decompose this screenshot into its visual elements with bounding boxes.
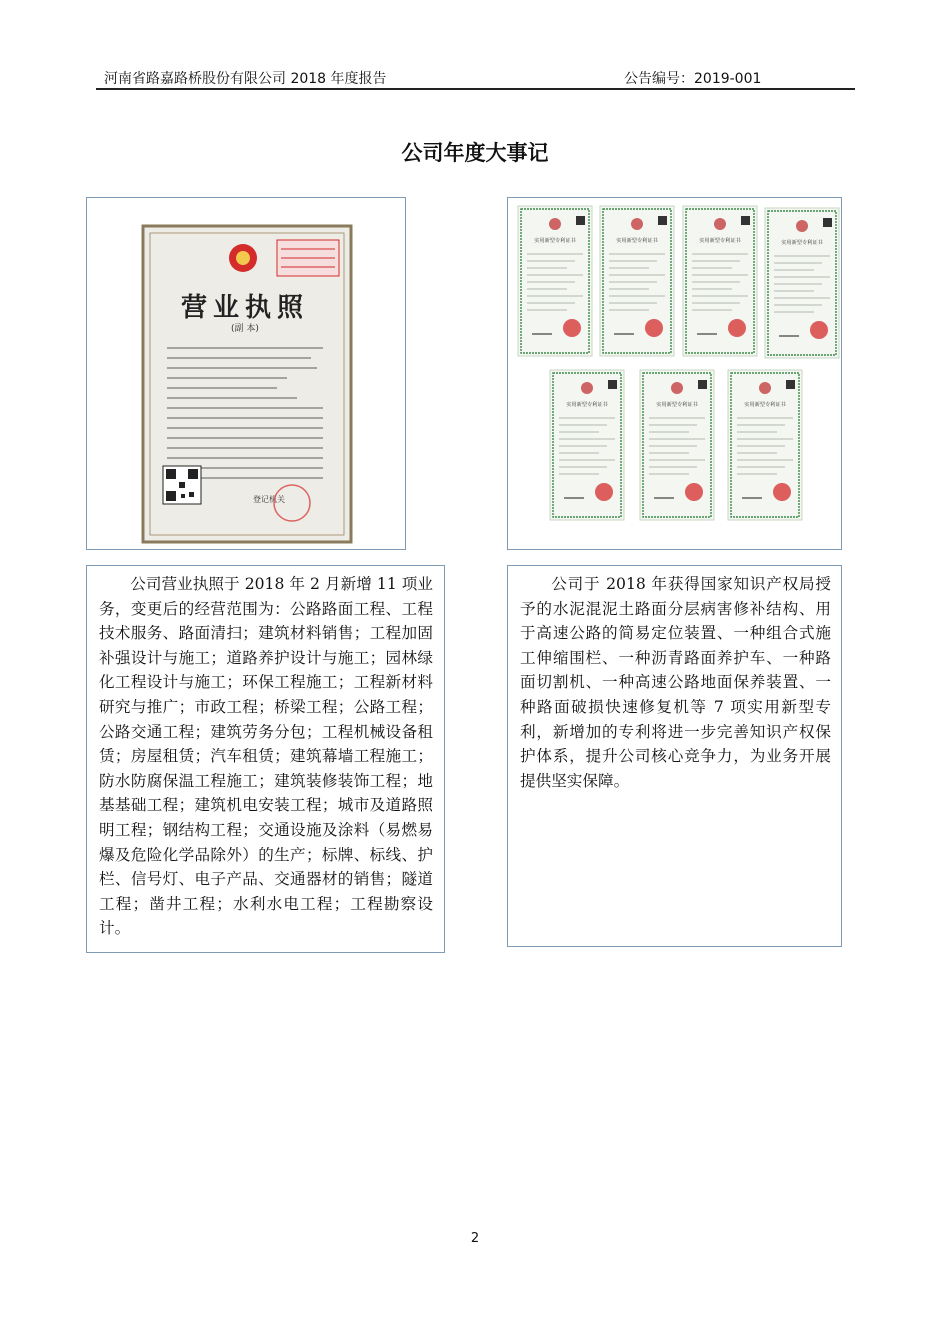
business-scope-paragraph: 公司营业执照于 2018 年 2 月新增 11 项业务，变更后的经营范围为：公路路面工程、工程技术服务、路面清扫；建筑材料销售；工程加固补强设计与施工；道路养护设计与施工；园林绿化工程设计与施工；环保工程施工；工程新材料研究与推广；市政工程；桥梁工程；公路工程；公路交通工程；建筑劳务分包；工程机械设备租赁；房屋租赁；汽车租赁；建筑幕墙工程施工；防水防腐保温工程施工；建筑装修装饰工程；地基基础工程；建筑机电安装工程；城市及道路照明工程；钢结构工程；交通设施及涂料（易燃易爆及危险化学品除外）的生产；标牌、标线、护栏、信号灯、电子产品、交通器材的销售；隧道工程；凿井工程；水利水电工程；工程勘察设计。 — [99, 575, 433, 938]
patent-certificates-image-frame — [507, 197, 842, 550]
svg-text:实用新型专利证书: 实用新型专利证书 — [566, 402, 608, 408]
patent-paragraph: 公司于 2018 年获得国家知识产权局授予的水泥混泥土路面分层病害修补结构、用于高速公路的简易定位装置、一种组合式施工伸缩围栏、一种沥青路面养护车、一种路面切割机、一种高速公路地面保养装置、一种路面破损快速修复机等 7 项实用新型专利，新增加的专利将进一步完善知识产权保护体系，提升公司核心竞争力，为业务开展提供坚实保障。 — [520, 575, 831, 790]
patent-certificate-thumb — [640, 370, 714, 520]
page-title: 公司年度大事记 — [401, 141, 549, 165]
patent-certificate-thumb — [683, 206, 757, 356]
patent-text-box — [507, 565, 842, 947]
patent-certificate-thumb — [518, 206, 592, 356]
patent-certificate-thumb — [765, 208, 839, 358]
header-announcement-number: 公告编号：2019-001 — [624, 71, 762, 87]
svg-text:实用新型专利证书: 实用新型专利证书 — [699, 238, 741, 244]
svg-text:实用新型专利证书: 实用新型专利证书 — [616, 238, 658, 244]
header-company-report: 河南省路嘉路桥股份有限公司 2018 年度报告 — [104, 71, 387, 87]
license-sub-title: (副 本) — [231, 324, 259, 334]
patent-certificate-thumb — [550, 370, 624, 520]
business-license-image — [87, 198, 405, 549]
svg-text:实用新型专利证书: 实用新型专利证书 — [534, 238, 576, 244]
page-number: 2 — [470, 1231, 480, 1246]
license-stamp-text: 登记机关 — [253, 495, 285, 504]
business-scope-text-box — [86, 565, 445, 953]
svg-text:实用新型专利证书: 实用新型专利证书 — [744, 402, 786, 408]
svg-text:实用新型专利证书: 实用新型专利证书 — [656, 402, 698, 408]
patent-certificate-thumb — [728, 370, 802, 520]
patent-certificate-thumb — [600, 206, 674, 356]
patent-certificates-image — [508, 198, 841, 549]
business-license-image-frame — [86, 197, 406, 550]
header-divider — [96, 88, 855, 90]
license-main-title: 营业执照 — [180, 293, 310, 323]
svg-text:实用新型专利证书: 实用新型专利证书 — [781, 240, 823, 246]
